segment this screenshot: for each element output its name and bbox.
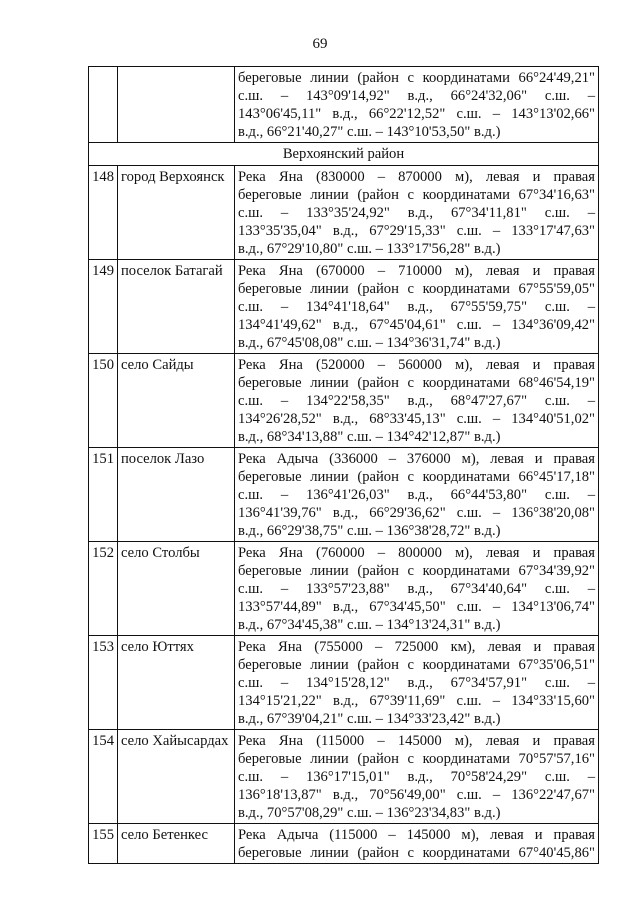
description-line: береговые линии (район с координатами 67°34'39,92" xyxy=(238,563,595,579)
row-number-cell: 153 xyxy=(89,636,118,730)
boundary-description-cell xyxy=(235,260,599,354)
settlement-name-cell: город Верхоянск xyxy=(118,166,235,260)
row-number-cell xyxy=(89,67,118,143)
description-line: с.ш. – 136°41'26,03" в.д., 66°44'53,80" с.ш. – xyxy=(238,487,595,503)
settlement-name-cell: село Бетенкес xyxy=(118,824,235,864)
row-number-cell: 150 xyxy=(89,354,118,448)
description-line: в.д., 68°34'13,88" с.ш. – 134°42'12,87" в.д.) xyxy=(238,429,501,445)
description-line: в.д., 67°34'45,38" с.ш. – 134°13'24,31" в.д.) xyxy=(238,617,501,633)
description-line: береговые линии (район с координатами 67°40'45,86" xyxy=(238,845,595,861)
section-header-row xyxy=(89,143,599,166)
row-number-cell: 148 xyxy=(89,166,118,260)
settlement-name-cell: село Сайды xyxy=(118,354,235,448)
description-line: в.д., 67°39'04,21" с.ш. – 134°33'23,42" в.д.) xyxy=(238,711,501,727)
row-number-cell: 152 xyxy=(89,542,118,636)
boundary-description-cell xyxy=(235,824,599,864)
description-line: береговые линии (район с координатами 67°55'59,05" xyxy=(238,281,595,297)
description-line: Река Адыча (115000 – 145000 м), левая и правая xyxy=(238,827,595,843)
table-row-continuation xyxy=(89,67,599,143)
description-line: 143°06'45,11" в.д., 66°22'12,52" с.ш. – 143°13'02,66" xyxy=(238,106,595,122)
description-line: 134°26'28,52" в.д., 68°33'45,13" с.ш. – 134°40'51,02" xyxy=(238,411,595,427)
description-line: 136°18'13,87" в.д., 70°56'49,00" с.ш. – 136°22'47,67" xyxy=(238,787,595,803)
document-table-container xyxy=(88,66,598,864)
description-line: береговые линии (район с координатами 70°57'57,16" xyxy=(238,751,595,767)
description-line: в.д., 67°45'08,08" с.ш. – 134°36'31,74" в.д.) xyxy=(238,335,501,351)
settlement-name-cell: село Столбы xyxy=(118,542,235,636)
settlement-name-cell: поселок Батагай xyxy=(118,260,235,354)
table-row xyxy=(89,166,599,260)
settlement-name-cell xyxy=(118,67,235,143)
description-line: в.д., 66°21'40,27" с.ш. – 143°10'53,50" в.д.) xyxy=(238,124,501,140)
settlements-table xyxy=(88,66,599,864)
settlement-name-cell: село Юттях xyxy=(118,636,235,730)
description-line: Река Яна (670000 – 710000 м), левая и правая xyxy=(238,263,595,279)
description-line: с.ш. – 143°09'14,92" в.д., 66°24'32,06" с.ш. – xyxy=(238,88,595,104)
boundary-description-cell xyxy=(235,166,599,260)
table-row xyxy=(89,354,599,448)
description-line: 136°41'39,76" в.д., 66°29'36,62" с.ш. – 136°38'20,08" xyxy=(238,505,595,521)
description-line: в.д., 66°29'38,75" с.ш. – 136°38'28,72" в.д.) xyxy=(238,523,501,539)
description-line: береговые линии (район с координатами 67°35'06,51" xyxy=(238,657,595,673)
table-row xyxy=(89,542,599,636)
row-number-cell: 151 xyxy=(89,448,118,542)
settlement-name-cell: село Хайысардах xyxy=(118,730,235,824)
row-number-cell: 154 xyxy=(89,730,118,824)
description-line: Река Адыча (336000 – 376000 м), левая и правая xyxy=(238,451,595,467)
description-line: в.д., 70°57'08,29" с.ш. – 136°23'34,83" в.д.) xyxy=(238,805,501,821)
boundary-description-cell xyxy=(235,636,599,730)
boundary-description-cell xyxy=(235,730,599,824)
description-line: береговые линии (район с координатами 66°24'49,21" xyxy=(238,70,595,86)
settlement-name-cell: поселок Лазо xyxy=(118,448,235,542)
description-line: с.ш. – 134°41'18,64" в.д., 67°55'59,75" с.ш. – xyxy=(238,299,595,315)
boundary-description-cell xyxy=(235,542,599,636)
page-number: 69 xyxy=(312,36,328,52)
description-line: с.ш. – 134°22'58,35" в.д., 68°47'27,67" с.ш. – xyxy=(238,393,595,409)
row-number-cell: 149 xyxy=(89,260,118,354)
description-line: в.д., 67°29'10,80" с.ш. – 133°17'56,28" в.д.) xyxy=(238,241,501,257)
description-line: Река Яна (830000 – 870000 м), левая и правая xyxy=(238,169,595,185)
description-line: 133°35'35,04" в.д., 67°29'15,33" с.ш. – 133°17'47,63" xyxy=(238,223,595,239)
description-line: Река Яна (760000 – 800000 м), левая и правая xyxy=(238,545,595,561)
section-title: Верхоянский район xyxy=(89,143,599,166)
description-line: с.ш. – 133°57'23,88" в.д., 67°34'40,64" с.ш. – xyxy=(238,581,595,597)
row-number-cell: 155 xyxy=(89,824,118,864)
description-line: с.ш. – 134°15'28,12" в.д., 67°34'57,91" с.ш. – xyxy=(238,675,595,691)
description-line: 133°57'44,89" в.д., 67°34'45,50" с.ш. – 134°13'06,74" xyxy=(238,599,595,615)
table-row xyxy=(89,636,599,730)
table-row xyxy=(89,260,599,354)
description-line: 134°41'49,62" в.д., 67°45'04,61" с.ш. – 134°36'09,42" xyxy=(238,317,595,333)
table-row xyxy=(89,448,599,542)
description-line: с.ш. – 133°35'24,92" в.д., 67°34'11,81" с.ш. – xyxy=(238,205,595,221)
boundary-description-cell xyxy=(235,354,599,448)
description-line: Река Яна (115000 – 145000 м), левая и правая xyxy=(238,733,595,749)
description-line: 134°15'21,22" в.д., 67°39'11,69" с.ш. – 134°33'15,60" xyxy=(238,693,595,709)
boundary-description-cell xyxy=(235,67,599,143)
table-body xyxy=(89,67,599,864)
table-row xyxy=(89,730,599,824)
boundary-description-cell xyxy=(235,448,599,542)
description-line: береговые линии (район с координатами 68°46'54,19" xyxy=(238,375,595,391)
description-line: с.ш. – 136°17'15,01" в.д., 70°58'24,29" с.ш. – xyxy=(238,769,595,785)
description-line: Река Яна (755000 – 725000 км), левая и правая xyxy=(238,639,595,655)
description-line: береговые линии (район с координатами 67°34'16,63" xyxy=(238,187,595,203)
table-row xyxy=(89,824,599,864)
description-line: береговые линии (район с координатами 66°45'17,18" xyxy=(238,469,595,485)
description-line: Река Яна (520000 – 560000 м), левая и правая xyxy=(238,357,595,373)
